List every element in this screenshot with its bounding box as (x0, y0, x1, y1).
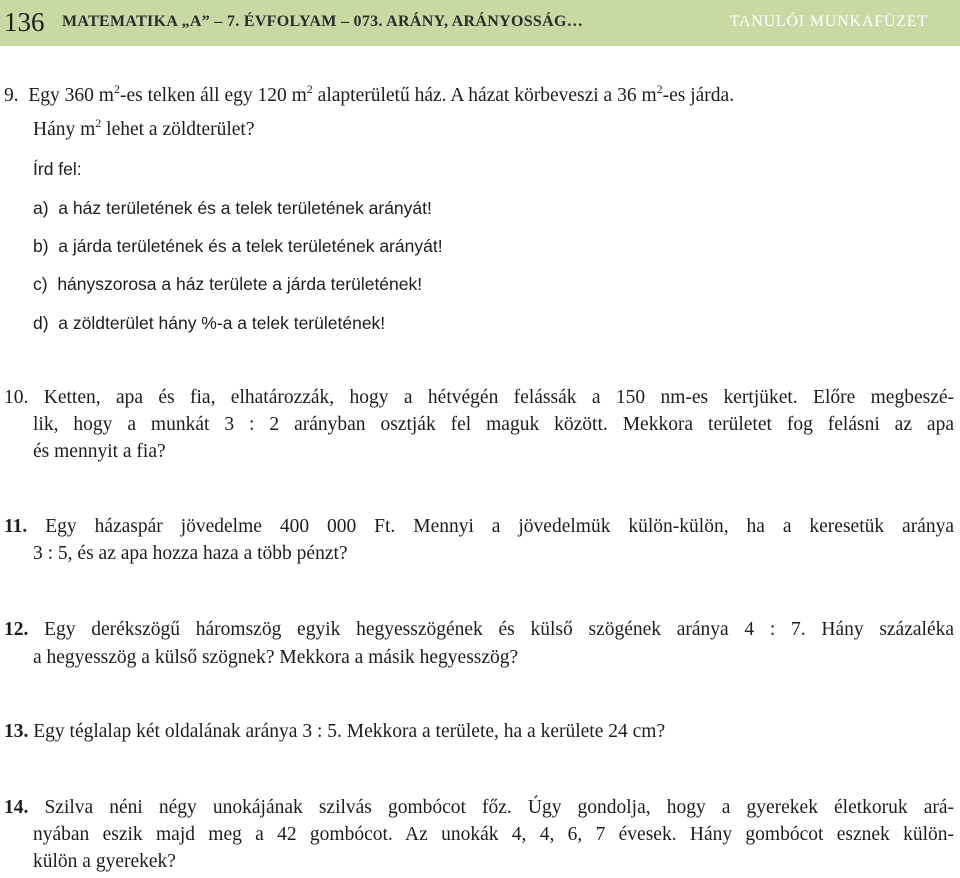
subtask-text: a zöldterület hány %-a a telek területének! (58, 313, 386, 333)
task-text: Egy 360 m (28, 85, 114, 106)
subtask-label: a) (33, 198, 49, 218)
subtask-label: b) (33, 236, 49, 256)
task-9-line-1 (4, 83, 734, 109)
page-number: 136 (4, 7, 45, 37)
task-11-line-2: 3 : 5, és az apa hozza haza a több pénzt? (33, 543, 348, 564)
subtask-a (33, 195, 432, 221)
task-number: 12. (4, 619, 29, 640)
subtask-text: a járda területének és a telek területének arányát! (58, 236, 443, 256)
task-10-line-2: lik, hogy a munkát 3 : 2 arányban osztják fel maguk között. Mekkora területet fog felásni az apa (33, 414, 954, 435)
task-text: Hány m (33, 119, 96, 140)
task-10-line-3: és mennyit a fia? (33, 441, 166, 462)
subtask-c (33, 271, 422, 297)
subtask-text: a ház területének és a telek területének arányát! (58, 198, 432, 218)
task-text: Egy házaspár jövedelme 400 000 Ft. Mennyi a jövedelmük külön-külön, ha a keresetük aránya (45, 516, 954, 537)
task-9-line-2 (33, 117, 255, 143)
task-12-line-1 (4, 617, 954, 643)
task-text: -es telken áll egy 120 m (119, 85, 307, 106)
task-10-line-1 (4, 385, 954, 411)
task-number: 13. (4, 721, 29, 742)
subtask-b (33, 233, 443, 259)
book-title: MATEMATIKA „A” – 7. ÉVFOLYAM – 073. ARÁNY, ARÁNYOSSÁG… (62, 13, 583, 30)
task-text: Ketten, apa és fia, elhatározzák, hogy a hétvégén felássák a 150 nm-es kertjüket. Előre megbeszé- (43, 387, 955, 408)
task-14-line-2: nyában eszik majd meg a 42 gombócot. Az unokák 4, 4, 6, 7 évesek. Hány gombócot esznek külön- (33, 824, 954, 845)
task-number: 14. (4, 797, 29, 818)
task-text: Egy derékszögű háromszög egyik hegyesszögének és külső szögének aránya 4 : 7. Hány százaléka (44, 619, 955, 640)
task-text: lehet a zöldterület? (101, 119, 255, 140)
task-9-prompt: Írd fel: (33, 159, 82, 179)
subtask-text: hányszorosa a ház területe a járda területének! (57, 274, 423, 294)
task-12-line-2: a hegyesszög a külső szögnek? Mekkora a másik hegyesszög? (33, 647, 519, 668)
task-number: 9. (4, 85, 19, 106)
task-text: Szilva néni négy unokájának szilvás gombócot főz. Úgy gondolja, hogy a gyerekek életkoruk ará- (44, 797, 955, 818)
task-11-line-1 (4, 514, 954, 540)
superscript: 2 (306, 82, 313, 96)
subtask-label: d) (33, 313, 49, 333)
superscript: 2 (656, 82, 663, 96)
subtask-d (33, 310, 385, 336)
page-header (0, 0, 960, 46)
task-number: 11. (4, 516, 28, 537)
section-label: TANULÓI MUNKAFÜZET (729, 13, 928, 30)
task-text: -es járda. (662, 85, 735, 106)
task-number: 10. (4, 387, 29, 408)
task-text: Egy téglalap két oldalának aránya 3 : 5. Mekkora a területe, ha a kerülete 24 cm? (33, 721, 666, 742)
task-14-line-1 (4, 795, 954, 821)
task-14-line-3: külön a gyerekek? (33, 851, 176, 872)
superscript: 2 (95, 116, 102, 130)
subtask-label: c) (33, 274, 48, 294)
task-13-line-1 (4, 719, 665, 745)
task-text: alapterületű ház. A házat körbeveszi a 36 m (312, 85, 657, 106)
superscript: 2 (113, 82, 120, 96)
